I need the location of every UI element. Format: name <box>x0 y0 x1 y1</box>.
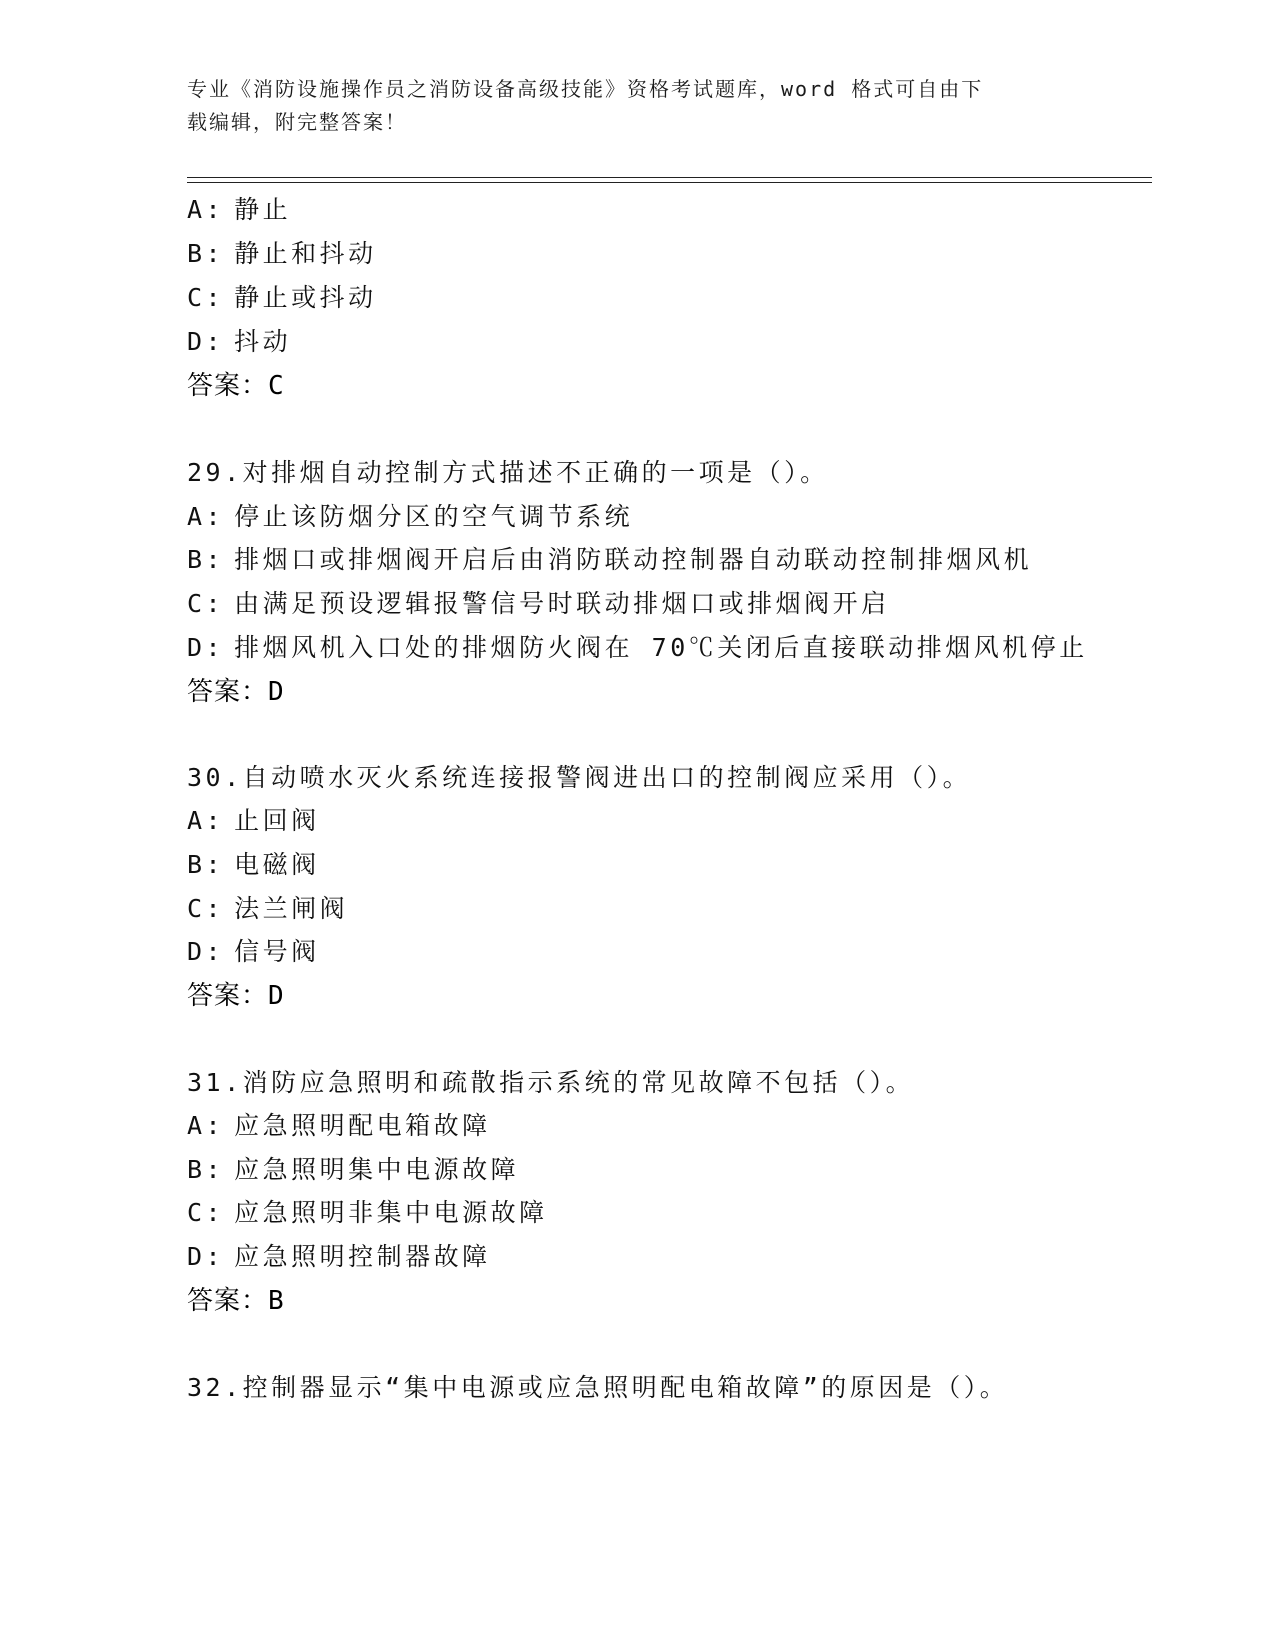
option-text: 排烟口或排烟阀开启后由消防联动控制器自动联动控制排烟风机 <box>234 545 1033 574</box>
option-c <box>187 281 377 315</box>
option-label: B: <box>187 1155 225 1184</box>
header-line-2: 载编辑，附完整答案！ <box>187 110 407 134</box>
option-d <box>187 325 291 359</box>
option-text: 排烟风机入口处的排烟防火阀在 70℃关闭后直接联动排烟风机停止 <box>234 633 1088 662</box>
option-label: A: <box>187 195 225 224</box>
option-a <box>187 193 291 227</box>
answer-value: D <box>268 677 285 707</box>
option-label: A: <box>187 1111 225 1140</box>
question-30-stem: 30.自动喷水灭火系统连接报警阀进出口的控制阀应采用（）。 <box>187 763 972 792</box>
q30-option-b <box>187 848 320 882</box>
q29-option-c <box>187 587 890 621</box>
question-29-stem: 29.对排烟自动控制方式描述不正确的一项是（）。 <box>187 458 829 487</box>
option-text: 应急照明集中电源故障 <box>234 1155 520 1184</box>
option-text: 应急照明非集中电源故障 <box>234 1198 548 1227</box>
header-rule-bottom <box>187 182 1152 183</box>
option-text: 静止或抖动 <box>234 283 377 312</box>
q29-answer-line <box>187 675 285 709</box>
q30-option-d <box>187 935 320 969</box>
q31-option-a <box>187 1109 491 1143</box>
option-text: 应急照明配电箱故障 <box>234 1111 491 1140</box>
option-label: A: <box>187 806 225 835</box>
option-label: B: <box>187 239 225 268</box>
option-text: 由满足预设逻辑报警信号时联动排烟口或排烟阀开启 <box>234 589 890 618</box>
option-label: A: <box>187 502 225 531</box>
answer-label: 答案： <box>187 371 269 401</box>
option-label: C: <box>187 1198 225 1227</box>
option-label: D: <box>187 1242 225 1271</box>
q30-answer-line <box>187 979 285 1013</box>
option-label: D: <box>187 327 225 356</box>
answer-label: 答案： <box>187 1286 269 1316</box>
option-text: 信号阀 <box>234 937 320 966</box>
option-text: 电磁阀 <box>234 850 320 879</box>
question-32-stem: 32.控制器显示“集中电源或应急照明配电箱故障”的原因是（）。 <box>187 1373 1009 1402</box>
q31-option-d <box>187 1240 491 1274</box>
question-31-stem: 31.消防应急照明和疏散指示系统的常见故障不包括（）。 <box>187 1068 915 1097</box>
option-b <box>187 237 377 271</box>
option-label: B: <box>187 850 225 879</box>
q30-option-c <box>187 892 348 926</box>
option-text: 止回阀 <box>234 806 320 835</box>
answer-line <box>187 369 285 403</box>
q31-answer-line <box>187 1284 285 1318</box>
option-label: C: <box>187 283 225 312</box>
option-label: C: <box>187 894 225 923</box>
document-header <box>187 73 1067 139</box>
q31-option-c <box>187 1196 548 1230</box>
option-label: D: <box>187 633 225 662</box>
header-rule-top <box>187 177 1152 178</box>
answer-label: 答案： <box>187 677 269 707</box>
q31-option-b <box>187 1153 519 1187</box>
option-text: 应急照明控制器故障 <box>234 1242 491 1271</box>
option-text: 法兰闸阀 <box>234 894 349 923</box>
option-text: 停止该防烟分区的空气调节系统 <box>234 502 634 531</box>
option-text: 抖动 <box>234 327 292 356</box>
answer-value: C <box>268 371 285 401</box>
q29-option-a <box>187 500 633 534</box>
q29-option-b <box>187 543 1032 577</box>
answer-label: 答案： <box>187 981 269 1011</box>
option-text: 静止和抖动 <box>234 239 377 268</box>
option-label: B: <box>187 545 225 574</box>
answer-value: B <box>268 1286 285 1316</box>
header-line-1: 专业《消防设施操作员之消防设备高级技能》资格考试题库，word 格式可自由下 <box>187 77 984 101</box>
answer-value: D <box>268 981 285 1011</box>
option-label: D: <box>187 937 225 966</box>
option-label: C: <box>187 589 225 618</box>
q29-option-d <box>187 631 1088 665</box>
q30-option-a <box>187 804 320 838</box>
option-text: 静止 <box>234 195 292 224</box>
